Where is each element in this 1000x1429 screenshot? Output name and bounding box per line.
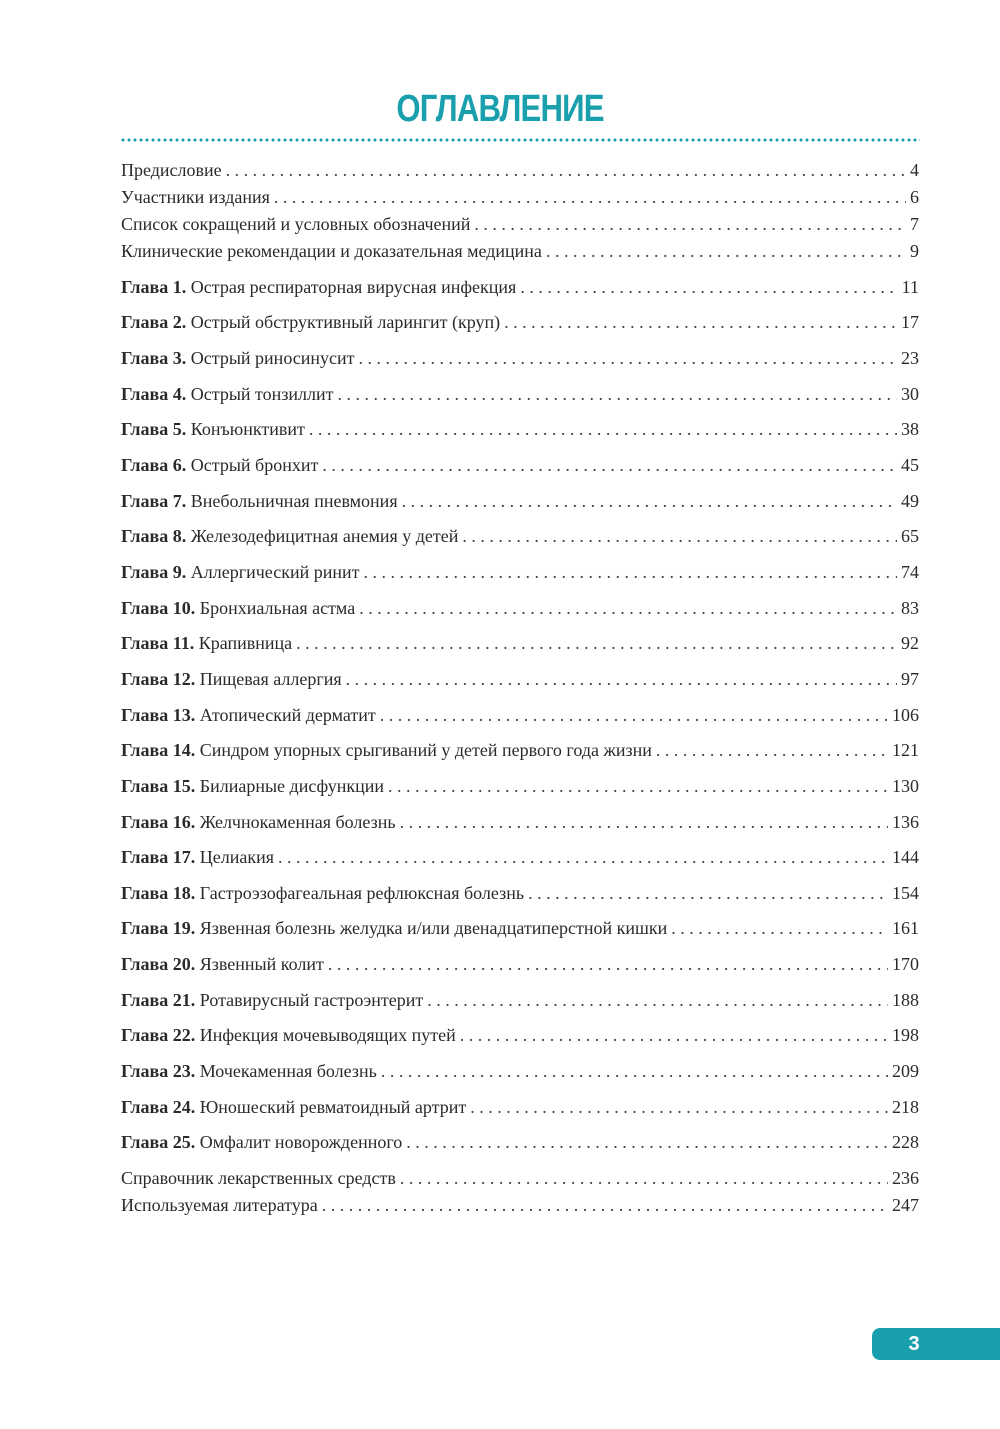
chapter-label: Глава 21. <box>121 990 196 1010</box>
chapter-label: Глава 9. <box>121 562 187 582</box>
chapter-label: Глава 23. <box>121 1061 196 1081</box>
chapter-label: Глава 8. <box>121 526 187 546</box>
chapter-title: Желчнокаменная болезнь <box>199 812 396 832</box>
chapter-label: Глава 20. <box>121 954 196 974</box>
chapter-label: Глава 1. <box>121 277 187 297</box>
chapter-label: Глава 14. <box>121 740 196 760</box>
chapter-title: Острый обструктивный ларингит (круп) <box>190 312 501 332</box>
toc-chapter-25[interactable] <box>121 1131 919 1153</box>
chapter-title: Инфекция мочевыводящих путей <box>199 1025 456 1045</box>
chapter-label: Глава 22. <box>121 1025 196 1045</box>
chapter-label: Глава 18. <box>121 883 196 903</box>
chapter-page: 92 <box>901 633 919 653</box>
chapter-label: Глава 7. <box>121 491 187 511</box>
toc-chapter-3[interactable] <box>121 347 919 369</box>
chapter-page: 144 <box>892 847 919 867</box>
toc-chapter-20[interactable] <box>121 953 919 975</box>
page-number: 3 <box>908 1333 920 1355</box>
toc-entry-literature[interactable] <box>121 1194 919 1216</box>
toc-chapter-5[interactable] <box>121 418 919 440</box>
chapter-title: Язвенная болезнь желудка и/или двенадцатиперстной кишки <box>199 918 668 938</box>
toc-chapter-16[interactable] <box>121 811 919 833</box>
chapter-title: Мочекаменная болезнь <box>199 1061 377 1081</box>
chapter-title: Целиакия <box>199 847 274 867</box>
chapter-title: Гастроэзофагеальная рефлюксная болезнь <box>199 883 525 903</box>
chapter-title: Острая респираторная вирусная инфекция <box>190 277 517 297</box>
toc-chapter-17[interactable] <box>121 846 919 868</box>
chapter-page: 198 <box>892 1025 919 1045</box>
toc-chapter-15[interactable] <box>121 775 919 797</box>
toc-entry-title: Используемая литература <box>121 1195 318 1215</box>
toc-entry-title: Справочник лекарственных средств <box>121 1168 396 1188</box>
toc-chapter-13[interactable] <box>121 704 919 726</box>
chapter-page: 83 <box>901 598 919 618</box>
chapter-page: 218 <box>892 1097 919 1117</box>
chapter-page: 154 <box>892 883 919 903</box>
chapter-label: Глава 12. <box>121 669 196 689</box>
chapter-title: Язвенный колит <box>199 954 324 974</box>
chapter-page: 136 <box>892 812 919 832</box>
chapter-title: Конъюнктивит <box>190 419 305 439</box>
chapter-title: Внебольничная пневмония <box>190 491 398 511</box>
chapter-page: 161 <box>892 918 919 938</box>
toc-chapter-11[interactable] <box>121 632 919 654</box>
toc-chapter-19[interactable] <box>121 917 919 939</box>
toc-entry-page: 6 <box>910 187 919 207</box>
toc-entry-page: 4 <box>910 160 919 180</box>
chapter-page: 170 <box>892 954 919 974</box>
chapter-title: Железодефицитная анемия у детей <box>190 526 459 546</box>
page-number-tab <box>872 1328 1000 1360</box>
chapter-title: Острый тонзиллит <box>190 384 334 404</box>
toc-chapter-14[interactable] <box>121 739 919 761</box>
chapter-title: Острый бронхит <box>190 455 319 475</box>
chapter-page: 65 <box>901 526 919 546</box>
toc-chapter-12[interactable] <box>121 668 919 690</box>
toc-entry-page: 247 <box>892 1195 919 1215</box>
chapter-label: Глава 19. <box>121 918 196 938</box>
toc-entry-page: 7 <box>910 214 919 234</box>
toc-chapter-22[interactable] <box>121 1024 919 1046</box>
toc-chapter-4[interactable] <box>121 383 919 405</box>
chapter-title: Юношеский ревматоидный артрит <box>199 1097 467 1117</box>
page-title: ОГЛАВЛЕНИЕ <box>396 88 604 130</box>
toc-chapter-9[interactable] <box>121 561 919 583</box>
chapter-label: Глава 16. <box>121 812 196 832</box>
toc-chapter-18[interactable] <box>121 882 919 904</box>
chapter-label: Глава 5. <box>121 419 187 439</box>
chapter-page: 11 <box>901 277 919 297</box>
chapter-label: Глава 24. <box>121 1097 196 1117</box>
chapter-page: 45 <box>901 455 919 475</box>
chapter-label: Глава 25. <box>121 1132 196 1152</box>
chapter-title: Атопический дерматит <box>199 705 376 725</box>
chapter-label: Глава 11. <box>121 633 195 653</box>
chapter-page: 30 <box>901 384 919 404</box>
toc-entry-guidelines[interactable] <box>121 240 919 262</box>
chapter-label: Глава 17. <box>121 847 196 867</box>
toc-entry-drug-reference[interactable] <box>121 1167 919 1189</box>
chapter-title: Билиарные дисфункции <box>199 776 385 796</box>
toc-entry-abbreviations[interactable] <box>121 213 919 235</box>
chapter-title: Синдром упорных срыгиваний у детей первого года жизни <box>199 740 652 760</box>
chapter-label: Глава 3. <box>121 348 187 368</box>
toc-chapter-2[interactable] <box>121 311 919 333</box>
chapter-page: 74 <box>901 562 919 582</box>
chapter-label: Глава 13. <box>121 705 196 725</box>
chapter-page: 17 <box>901 312 919 332</box>
dotted-divider <box>120 137 920 143</box>
toc-entry-title: Список сокращений и условных обозначений <box>121 214 471 234</box>
toc-entry-preface[interactable] <box>121 159 919 181</box>
chapter-page: 23 <box>901 348 919 368</box>
toc-entry-page: 9 <box>910 241 919 261</box>
chapter-title: Омфалит новорожденного <box>199 1132 403 1152</box>
toc-entry-page: 236 <box>892 1168 919 1188</box>
toc-chapter-1[interactable] <box>121 276 919 298</box>
toc-chapter-7[interactable] <box>121 490 919 512</box>
toc-chapter-6[interactable] <box>121 454 919 476</box>
chapter-label: Глава 2. <box>121 312 187 332</box>
toc-entry-title: Клинические рекомендации и доказательная медицина <box>121 241 542 261</box>
chapter-page: 97 <box>901 669 919 689</box>
chapter-title: Острый риносинусит <box>190 348 355 368</box>
chapter-page: 49 <box>901 491 919 511</box>
toc-chapter-23[interactable] <box>121 1060 919 1082</box>
chapter-title: Пищевая аллергия <box>199 669 342 689</box>
chapter-page: 121 <box>892 740 919 760</box>
chapter-page: 38 <box>901 419 919 439</box>
chapter-title: Крапивница <box>198 633 293 653</box>
toc-chapter-8[interactable] <box>121 525 919 547</box>
chapter-label: Глава 15. <box>121 776 196 796</box>
chapter-page: 106 <box>892 705 919 725</box>
chapter-title: Ротавирусный гастроэнтерит <box>199 990 424 1010</box>
chapter-title: Бронхиальная астма <box>199 598 356 618</box>
toc-chapter-21[interactable] <box>121 989 919 1011</box>
chapter-page: 188 <box>892 990 919 1010</box>
toc-chapter-10[interactable] <box>121 597 919 619</box>
chapter-title: Аллергический ринит <box>190 562 360 582</box>
chapter-page: 228 <box>892 1132 919 1152</box>
chapter-page: 209 <box>892 1061 919 1081</box>
toc-entry-contributors[interactable] <box>121 186 919 208</box>
chapter-label: Глава 10. <box>121 598 196 618</box>
toc-entry-title: Участники издания <box>121 187 270 207</box>
toc-entry-title: Предисловие <box>121 160 222 180</box>
toc-chapter-24[interactable] <box>121 1096 919 1118</box>
chapter-label: Глава 4. <box>121 384 187 404</box>
chapter-label: Глава 6. <box>121 455 187 475</box>
chapter-page: 130 <box>892 776 919 796</box>
